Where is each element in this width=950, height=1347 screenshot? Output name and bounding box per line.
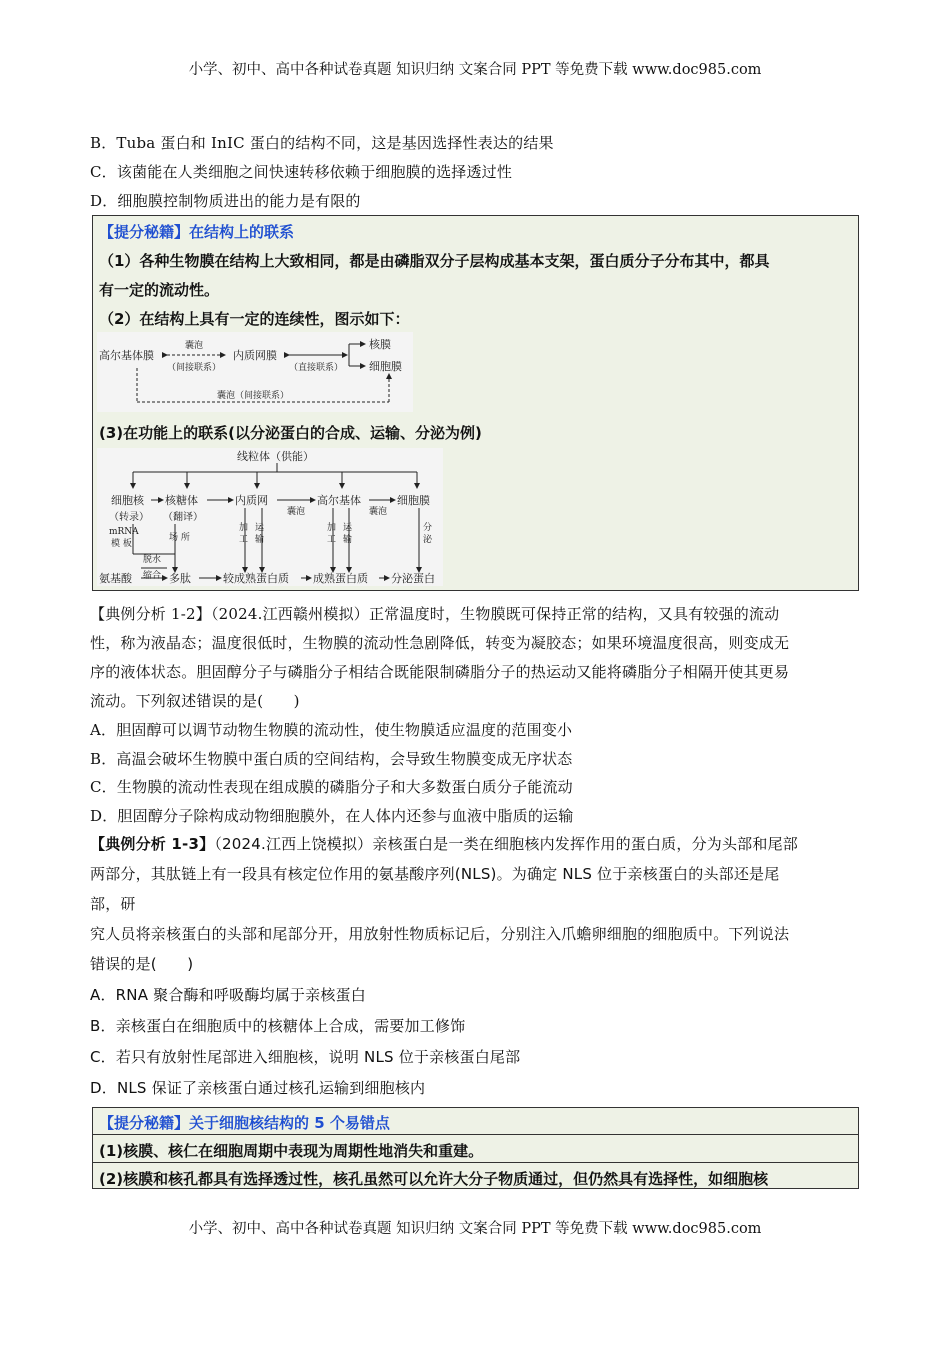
tip2-heading	[99, 1112, 390, 1133]
q12-tag: 【典例分析 1-2】	[90, 605, 211, 623]
transport-label-2: 运	[343, 523, 353, 533]
tip-box-nucleus	[92, 1107, 859, 1189]
bottom-vesicle-label: 囊泡（间接联系）	[217, 391, 290, 401]
cell-membrane2-label: 细胞膜	[397, 494, 430, 507]
transport2-label-2: 输	[343, 535, 353, 545]
tip-tag: 【提分秘籍】	[99, 223, 190, 241]
amino-acid-label: 氨基酸	[99, 572, 132, 585]
q13-line-2: 两部分，其肽链上有一段具有核定位作用的氨基酸序列(NLS)。为确定 NLS 位于亲核蛋白的头部还是尾	[90, 865, 780, 883]
er2-label: 内质网	[235, 494, 268, 507]
indirect-label: （间接联系）	[167, 363, 222, 373]
q12-line-2: 性，称为液晶态；温度很低时，生物膜的流动性急剧降低，转变为凝胶态；如果环境温度很高，则变成无	[90, 634, 790, 652]
vesicle2-label: 囊泡	[369, 507, 388, 517]
membrane-continuity-diagram	[97, 332, 413, 412]
q13-option-b: B．亲核蛋白在细胞质中的核糖体上合成，需要加工修饰	[90, 1017, 466, 1035]
peptide-label: 多肽	[169, 572, 191, 585]
nuclear-membrane-label: 核膜	[369, 338, 391, 351]
tip-heading	[99, 221, 294, 242]
q12-option-b: B．高温会破坏生物膜中蛋白质的空间结构，会导致生物膜变成无序状态	[90, 750, 573, 768]
option-c: C．该菌能在人类细胞之间快速转移依赖于细胞膜的选择透过性	[90, 163, 513, 181]
vesicle1-label: 囊泡	[287, 507, 306, 517]
page-header: 小学、初中、高中各种试卷真题 知识归纳 文案合同 PPT 等免费下载 www.doc985.com	[188, 62, 762, 78]
q13-line-5: 错误的是( )	[90, 955, 194, 973]
condense-label: 缩合	[143, 571, 162, 581]
secretory-protein-diagram	[97, 448, 443, 586]
dehydrate-label: 脱水	[143, 555, 162, 565]
q12-line-4: 流动。下列叙述错误的是( )	[90, 692, 300, 710]
tip2-tag: 【提分秘籍】	[99, 1114, 190, 1132]
tip-box-structure	[92, 215, 859, 591]
process-label: 加	[239, 523, 249, 533]
tip2-title: 关于细胞核结构的 5 个易错点	[189, 1114, 390, 1132]
direct-label: （直接联系）	[289, 363, 344, 373]
q12-option-d: D．胆固醇分子除构成动物细胞膜外，在人体内还参与血液中脂质的运输	[90, 807, 574, 825]
ribosome-label: 核糖体	[165, 494, 198, 507]
tip2-point-2: (2)核膜和核孔都具有选择透过性，核孔虽然可以允许大分子物质通过，但仍然具有选择性，如细胞核	[99, 1170, 769, 1188]
tip-title: 在结构上的联系	[189, 223, 295, 241]
template-label: 模 板	[111, 539, 132, 549]
option-d: D．细胞膜控制物质进出的能力是有限的	[90, 192, 361, 210]
transcribe-label: （转录）	[109, 512, 149, 523]
process2-label: 工	[239, 535, 249, 545]
mitochondria-label: 线粒体（供能）	[237, 450, 314, 463]
tip2-point-1: (1)核膜、核仁在细胞周期中表现为周期性地消失和重建。	[99, 1142, 484, 1160]
q12-text-1: （2024.江西赣州模拟）正常温度时，生物膜既可保持正常的结构，又具有较强的流动	[210, 605, 780, 623]
mrna-label: mRNA	[109, 527, 139, 537]
q13-line-1	[90, 833, 798, 854]
nucleus-label: 细胞核	[111, 494, 144, 507]
transport-label: 运	[255, 523, 265, 533]
process-label-2: 加	[327, 523, 337, 533]
tip-point-2: （2）在结构上具有一定的连续性，图示如下：	[99, 310, 410, 328]
site-label: 场 所	[169, 533, 190, 543]
transport2-label: 输	[255, 535, 265, 545]
er-label: 内质网膜	[233, 349, 277, 362]
q13-tag: 【典例分析 1-3】	[90, 835, 215, 853]
secreted-protein-label: 分泌蛋白	[391, 572, 435, 585]
vesicle-label: 囊泡	[185, 341, 204, 351]
q12-option-a: A．胆固醇可以调节动物生物膜的流动性，使生物膜适应温度的范围变小	[90, 721, 573, 739]
page-footer: 小学、初中、高中各种试卷真题 知识归纳 文案合同 PPT 等免费下载 www.doc985.com	[188, 1221, 762, 1237]
tip-point-3: (3)在功能上的联系(以分泌蛋白的合成、运输、分泌为例)	[99, 424, 482, 442]
immature-protein-label: 较成熟蛋白质	[223, 572, 289, 585]
translate-label: （翻译）	[163, 512, 203, 523]
process2-label-2: 工	[327, 535, 337, 545]
mature-protein-label: 成熟蛋白质	[313, 572, 368, 585]
q13-line-4: 究人员将亲核蛋白的头部和尾部分开，用放射性物质标记后，分别注入爪蟾卵细胞的细胞质中。下列说法	[90, 925, 790, 943]
cell-membrane-label: 细胞膜	[369, 360, 402, 373]
q13-option-d: D．NLS 保证了亲核蛋白通过核孔运输到细胞核内	[90, 1079, 426, 1097]
q13-text-1: （2024.江西上饶模拟）亲核蛋白是一类在细胞核内发挥作用的蛋白质，分为头部和尾部	[214, 835, 798, 853]
q12-line-1	[90, 603, 779, 624]
q13-option-a: A．RNA 聚合酶和呼吸酶均属于亲核蛋白	[90, 986, 366, 1004]
golgi-label: 高尔基体膜	[99, 349, 154, 362]
golgi2-label: 高尔基体	[317, 494, 361, 507]
tip-point-1b: 有一定的流动性。	[99, 281, 220, 299]
q13-option-c: C．若只有放射性尾部进入细胞核，说明 NLS 位于亲核蛋白尾部	[90, 1048, 521, 1066]
q12-option-c: C．生物膜的流动性表现在组成膜的磷脂分子和大多数蛋白质分子能流动	[90, 778, 573, 796]
q12-line-3: 序的液体状态。胆固醇分子与磷脂分子相结合既能限制磷脂分子的热运动又能将磷脂分子相隔开使其更易	[90, 663, 790, 681]
tip-point-1a: （1）各种生物膜在结构上大致相同，都是由磷脂双分子层构成基本支架，蛋白质分子分布其中，都具	[99, 252, 770, 270]
secrete-label: 分	[423, 523, 433, 533]
option-b: B．Tuba 蛋白和 InIC 蛋白的结构不同，这是基因选择性表达的结果	[90, 134, 554, 152]
q13-line-3: 部，研	[90, 895, 136, 913]
secrete2-label: 泌	[423, 535, 433, 545]
